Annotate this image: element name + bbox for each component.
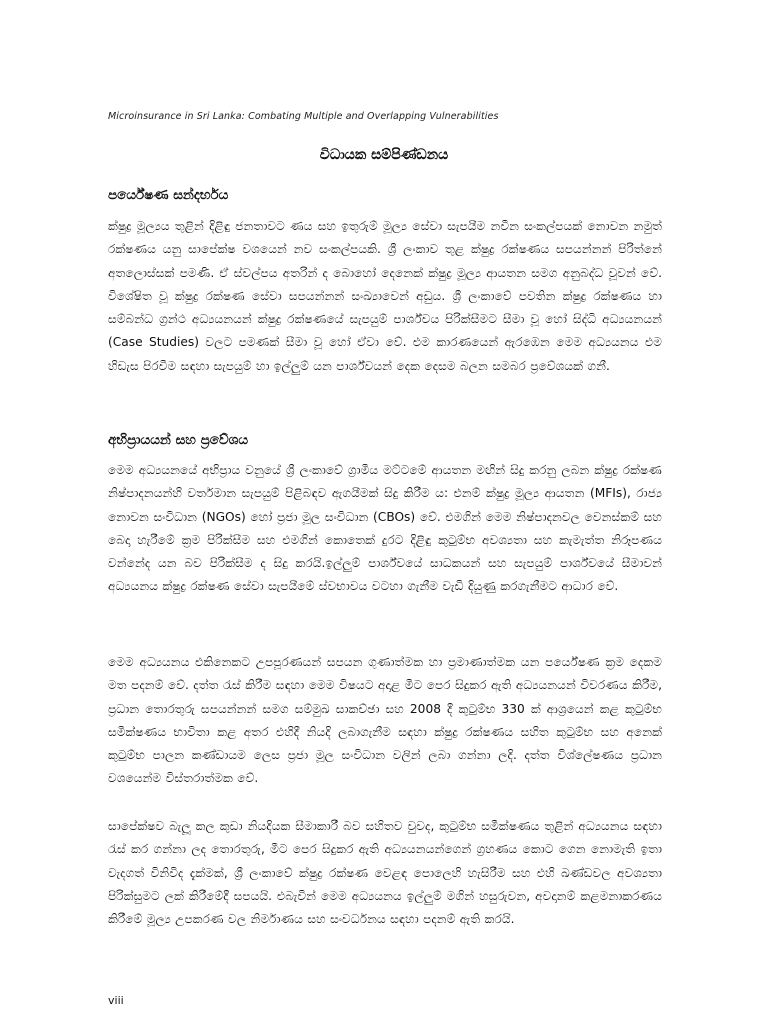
page-title: විධායක සම්පිණ්ඩනය (319, 147, 449, 163)
page-number: viii (108, 994, 124, 1007)
paragraph-research-context: ක්ෂුද්‍ර මූල්‍යය තුළින් දිළිඳු ජනතාවට ණය සහ ඉතුරුම් මූල්‍ය සේවා සැපයීම නවීන සංකල්පයක් නොවන නමුත් රක්ෂණය යනු සාපේක්ෂ වශයෙන් නව සංකල්පයකි. ශ්‍රී ලංකාව තුළ ක්ෂුද්‍ර රක්ෂණය සපයන්නන් පිරිත්නේ අතලොස්සක් පමණි. ඒ ස්වල්පය අතරින් ද බොහෝ දෙනෙක් ක්ෂුද්‍ර මූල්‍ය ආයතන සමග අනුබද්ධ වූවන් වේ. විශේෂිත වූ ක්ෂුද්‍ර රක්ෂණ සේවා සපයන්නන් සංඛ්‍යාවෙන් අඩුය. ශ්‍රී ලංකාවේ පවතින ක්ෂුද්‍ර රක්ෂණය හා සම්බන්ධ ග්‍රන්ථ අධ්‍යයනයන් ක්ෂුද්‍ර රක්ෂණයේ සැපයුම් පාර්ශ්වය පිරික්සීමට සීමා වූ හෝ සිද්ධි අධ්‍යයනයන් (Case Studies) වලට පමණක් සීමා වූ හෝ ඒවා වේ. එම කාරණයෙන් ඇරඹෙන මෙම අධ්‍යයනය එම හිඩැස පිරවීම සඳහා සැපයුම් හා ඉල්ලුම් යන පාර්ශ්වයන් දෙක දෙසම බලන සමබර ප්‍රවේශයක් ගනී. (108, 219, 662, 373)
paragraph-methodology: මෙම අධ්‍යයනය එකිනෙකට උපපූරණයන් සපයන ගුණාත්මක හා ප්‍රමාණාත්මක යන පර්යේෂණ ක්‍රම දෙකම මත පදනම් වේ. දත්ත රැස් කිරීම සඳහා මෙම විෂයට අදාළ මීට පෙර සිදුකර ඇති අධ්‍යයනයන් විවරණය කිරීම, ප්‍රධාන තොරතුරු සපයන්නන් සමග සම්මුඛ සාකච්ඡා සහ 2008 දී කුටුම්භ 330 ක් ආශ්‍රයෙන් කළ කුටුම්භ සමීක්ෂණය භාවිතා කළ අතර එහිදී නියදි ලබාගැනීම සඳහා ක්ෂුද්‍ර රක්ෂණය සහිත කුටුම්භ සහ අනෙක් කුටුම්භ පාලන කණ්ඩායම ලෙස ප්‍රජා මූල සංවිධාන වලින් ලබා ගන්නා ලදි. දත්ත විශ්ලේෂණය ප්‍රධාන වශයෙන්ම විස්තරාත්මක වේ. (108, 655, 662, 786)
paragraph-objectives: මෙම අධ්‍යයනයේ අභිප්‍රාය වනුයේ ශ්‍රී ලංකාවේ ග්‍රාමීය මට්ටමේ ආයතන මඟින් සිදු කරනු ලබන ක්ෂුද්‍ර රක්ෂණ නිෂ්පාදනයන්හි වර්තමාන සැපයුම් පිළිබඳව ඇගයීමක් සිදු කිරීම ය: එනම් ක්ෂුද්‍ර මූල්‍ය ආයතන (MFIs), රාජ්‍ය නොවන සංවිධාන (NGOs) හෝ ප්‍රජා මූල සංවිධාන (CBOs) වේ. එමගින් මෙම නිෂ්පාදනවල වෙනස්කම් සහ බෙදා හැරීමේ ක්‍රම පිරික්සීම සහ එමගින් කොතෙක් දුරට දිළිඳු කුටුම්භ අවශ්‍යතා සහ කැමැත්ත නිරූපණය වන්නේද යන බව පිරික්සීම ද සිදු කරයි.ඉල්ලුම් පාර්ශ්වයේ සාධකයන් සහ සැපයුම් පාර්ශ්වයේ සීමාවන් අධ්‍යයනය ක්ෂුද්‍ර රක්ෂණ සේවා සැපයීමේ ස්වභාවය වටහා ගැනීම වැඩි දියුණු කරගැනීමට ආධාර වේ. (108, 463, 662, 594)
section-heading-research-context: පර්යේෂණ සන්දර්භය (108, 187, 229, 203)
running-header: Microinsurance in Sri Lanka: Combating Multiple and Overlapping Vulnerabilities (108, 111, 499, 122)
section-heading-objectives-approach: අභිප්‍රායයන් සහ ප්‍රවේශය (108, 432, 249, 448)
paragraph-significance: සාපේක්ෂව බැලූ කල කුඩා නියදියක සීමාකාරී බව සහිතව වුවද, කුටුම්භ සමීක්ෂණය තුළින් අධ්‍යයනය සඳහා රැස් කර ගන්නා ලද තොරතුරු, මීට පෙර සිදුකර ඇති අධ්‍යයනයන්ගෙන් ග්‍රහණය කොට ගෙන නොමැති ඉතා වැදගත් විනිවිද දැක්මක්, ශ්‍රී ලංකාවේ ක්ෂුද්‍ර රක්ෂණ වෙළඳ පොලෙහි හැසිරීම සහ එහි ඛණ්ඩවල අවශ්‍යතා පිරික්සුමට ලක් කිරීමේදී සපයයි. එබැවින් මෙම අධ්‍යයනය ඉල්ලුම් මගින් හසුරුවන, අවදානම් කළමනාකරණය කිරීමේ මූල්‍ය උපකරණ වල නිර්මාණය සහ සංවර්ධනය සඳහා පදනම් ඇති කරයි. (108, 819, 662, 927)
